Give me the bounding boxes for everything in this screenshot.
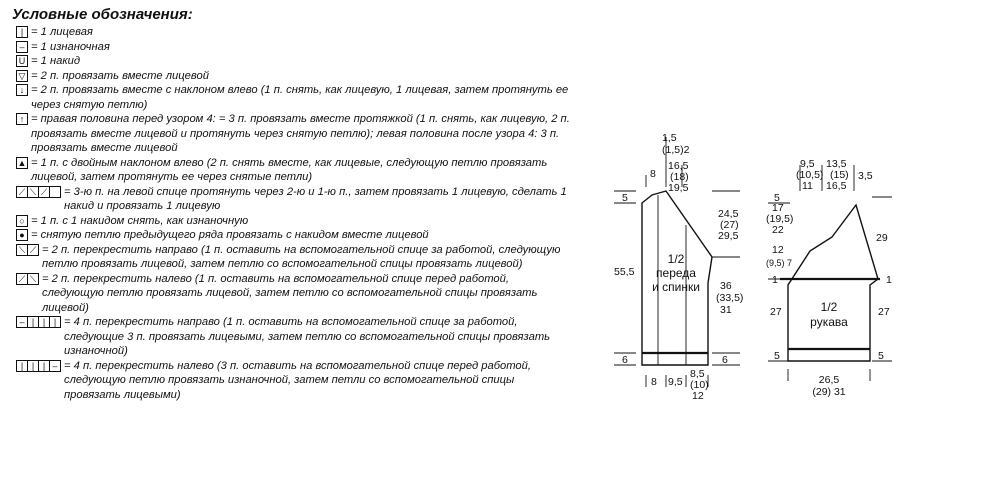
sleeve-outline bbox=[788, 205, 878, 361]
sleeve-label-2: рукава bbox=[810, 315, 848, 329]
dim-text: 12 bbox=[772, 244, 784, 256]
dim-text: (9,5) 7 bbox=[766, 258, 793, 268]
dim-text: 26,5 bbox=[818, 374, 840, 386]
legend-item bbox=[10, 214, 570, 229]
legend-item-text: = 2 п. перекрестить налево (1 п. оставить на вспомогательной спице перед работой, следующую петлю провязать лицевой, затем петлю со вспомогательной спицы провязать лицевой) bbox=[42, 272, 538, 314]
legend-list bbox=[10, 25, 570, 402]
legend-item-text: = 1 п. с двойным наклоном влево (2 п. снять вместе, как лицевые, следующую петлю провязать лицевой, затем протянуть ее через снятые петли) bbox=[31, 156, 548, 183]
legend-item-text: = 1 накид bbox=[31, 55, 81, 67]
dim-text: 11 bbox=[802, 180, 813, 192]
schematic-diagram bbox=[600, 125, 1000, 415]
dim-text: (18) bbox=[670, 171, 689, 183]
dim-text: 1 bbox=[886, 274, 892, 286]
dim-text: 6 bbox=[722, 354, 728, 366]
dim-text: 27 bbox=[770, 306, 782, 318]
dim-text: (19,5) bbox=[766, 213, 794, 225]
dim-text: 5 bbox=[774, 350, 780, 362]
dim-text: (10,5) bbox=[796, 169, 824, 181]
slip-knit-icon: ● bbox=[16, 229, 27, 240]
k2tog-icon: ▽ bbox=[16, 70, 27, 81]
legend-item bbox=[10, 54, 570, 69]
legend-item bbox=[10, 25, 570, 40]
body-label-2: переда bbox=[656, 266, 696, 280]
legend-item-text: = 2 п. перекрестить направо (1 п. оставить на вспомогательной спице за работой, следующую петлю провязать лицевой, затем петлю со вспомогательной спицы провязать лицевой) bbox=[42, 243, 561, 270]
dim-text: 5 bbox=[878, 350, 884, 362]
legend-item bbox=[10, 83, 570, 112]
dim-text: 29,5 bbox=[718, 230, 739, 242]
dim-text: 36 bbox=[720, 280, 732, 292]
legend-item bbox=[10, 40, 570, 55]
dim-text: 22 bbox=[772, 224, 784, 236]
legend-item-text: = 4 п. перекрестить налево (3 п. оставить на вспомогательной спице перед работой, следующую петлю провязать изнаночной, затем петли со вспомогательной спицы провязать лицевыми) bbox=[64, 359, 531, 401]
dim-text: 8 bbox=[651, 376, 657, 388]
dim-text: 5 bbox=[774, 192, 780, 204]
slip-icon: ○ bbox=[16, 215, 27, 226]
legend-item bbox=[10, 185, 570, 214]
pass-over-3-icon: ⟋ ⟍ ⟋ bbox=[16, 186, 60, 197]
dim-text: 27 bbox=[878, 306, 890, 318]
cross-right-4-icon: – | | | bbox=[16, 316, 60, 327]
dim-text: 9,5 bbox=[800, 158, 815, 170]
legend-item bbox=[10, 359, 570, 403]
legend-item bbox=[10, 69, 570, 84]
dim-text: 9,5 bbox=[668, 376, 683, 388]
ssk-icon: ↓ bbox=[16, 84, 27, 95]
dim-text: 31 bbox=[720, 304, 732, 316]
dim-text: 8 bbox=[650, 168, 656, 180]
legend-item bbox=[10, 156, 570, 185]
yarn-over-icon: U bbox=[16, 55, 27, 66]
legend-item-text: = 2 п. провязать вместе лицевой bbox=[31, 69, 209, 82]
legend-item bbox=[10, 228, 570, 243]
body-label-1: 1/2 bbox=[667, 252, 685, 266]
legend-item-text: = 4 п. перекрестить направо (1 п. оставить на вспомогательной спице за работой, следующие 3 п. провязать лицевыми, затем петлю со вспомогательной спицы провязать изнаночной) bbox=[64, 316, 551, 357]
legend-item bbox=[10, 243, 570, 272]
cross-left-4-icon: | | | – bbox=[16, 360, 60, 371]
dim-text: 3,5 bbox=[858, 170, 873, 182]
dim-text: (33,5) bbox=[716, 292, 744, 304]
dim-text: 29 bbox=[876, 232, 888, 244]
legend-item bbox=[10, 112, 570, 156]
legend-item-text: = правая половина перед узором 4: = 3 п. провязать вместе протяжкой (1 п. снять, как лицевую, 2 п. провязать вместе лицевой и протянуть через снятую петлю); левая половина после узора 4: 3 п. провязать вместе лицевой bbox=[31, 113, 570, 154]
legend-item bbox=[10, 272, 570, 316]
dim-text: 16,5 bbox=[668, 160, 689, 172]
dim-text: 1,5 bbox=[662, 132, 677, 144]
legend-item-text: = снятую петлю предыдущего ряда провязать с накидом вместе лицевой bbox=[31, 229, 429, 241]
purl-icon: – bbox=[16, 41, 27, 52]
dim-text: 24,5 bbox=[718, 208, 739, 220]
dim-text: 17 bbox=[772, 202, 784, 214]
dim-text: (10) bbox=[690, 379, 709, 391]
legend-title: Условные обозначения: bbox=[12, 6, 193, 23]
dim-text: 12 bbox=[692, 390, 704, 402]
legend-item-text: = 2 п. провязать вместе с наклоном влево (1 п. снять, как лицевую, 1 лицевая, затем протянуть ее через снятую петлю) bbox=[31, 84, 569, 111]
dim-text: 16,5 bbox=[826, 180, 847, 192]
legend-item-text: = 1 изнаночная bbox=[31, 40, 110, 53]
double-decrease-icon: ▲ bbox=[17, 157, 27, 168]
dim-text: 1 bbox=[772, 274, 778, 286]
legend-item bbox=[10, 315, 570, 359]
legend-item-text: = 3-ю п. на левой спице протянуть через 2-ю и 1-ю п., затем провязать 1 лицевую, сделать 1 накид и провязать 1 лицевую bbox=[64, 185, 567, 212]
legend-item-text: = 1 лицевая bbox=[31, 26, 93, 38]
body-label-3: и спинки bbox=[652, 280, 700, 294]
dim-text: (29) 31 bbox=[812, 386, 846, 398]
dim-text: 13,5 bbox=[826, 158, 847, 170]
legend-panel bbox=[10, 6, 570, 402]
dim-text: (27) bbox=[720, 219, 739, 231]
dim-text: 6 bbox=[622, 354, 628, 366]
dim-text: (15) bbox=[830, 169, 849, 181]
arrow-up-icon: ↑ bbox=[16, 113, 27, 124]
knit-icon: | bbox=[16, 26, 27, 37]
cross-left-2-icon: ⟋ ⟍ bbox=[16, 273, 38, 284]
sleeve-label-1: 1/2 bbox=[820, 300, 838, 314]
dim-text: 5 bbox=[622, 192, 628, 204]
cross-right-2-icon: ⟍ ⟋ bbox=[16, 244, 38, 255]
legend-item-text: = 1 п. с 1 накидом снять, как изнаночную bbox=[31, 214, 249, 227]
dim-text: 55,5 bbox=[614, 266, 635, 278]
dim-text: 8,5 bbox=[690, 368, 705, 380]
dim-text: (1,5)2 bbox=[662, 144, 690, 156]
dim-text: 19,5 bbox=[668, 182, 689, 194]
